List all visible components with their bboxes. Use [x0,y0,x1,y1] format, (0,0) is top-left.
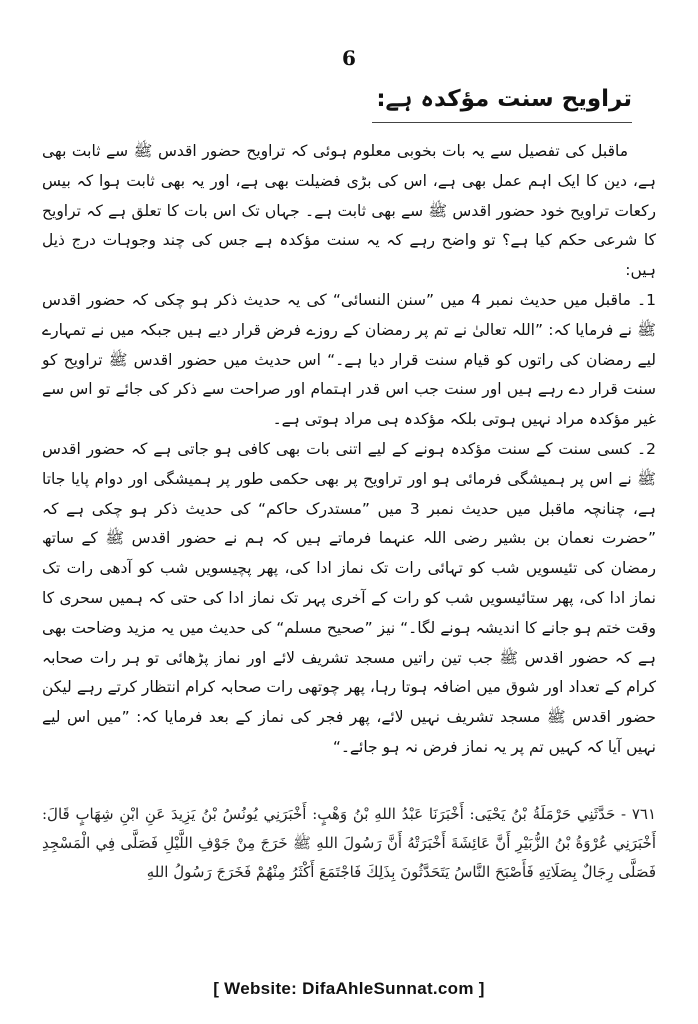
arabic-hadith-quote: ٧٦١ - حَدَّثَنِي حَرْمَلَةُ بْنُ يَحْيَى: أَخْبَرَنَا عَبْدُ اللهِ بْنُ وَهْبٍ: أَخْبَرَنِي يُونُسُ بْنُ يَزِيدَ عَنِ ابْنِ شِهَابٍ قَالَ: أَخْبَرَنِي عُرْوَةُ بْنُ الزُّبَيْرِ أَنَّ عَائِشَةَ أَخْبَرَتْهُ أَنَّ رَسُولَ اللهِ ﷺ خَرَجَ مِنْ جَوْفِ اللَّيْلِ فَصَلَّى فِي الْمَسْجِدِ فَصَلَّى رِجَالٌ بِصَلَاتِهِ فَأَصْبَحَ النَّاسُ يَتَحَدَّثُونَ بِذَلِكَ فَاجْتَمَعَ أَكْثَرُ مِنْهُمْ فَخَرَجَ رَسُولُ اللهِ [42,805,656,881]
website-footer: [ Website: DifaAhleSunnat.com ] [213,979,485,998]
body-text [42,137,656,763]
intro-paragraph: ماقبل کی تفصیل سے یہ بات بخوبی معلوم ہوئی کہ تراویح حضور اقدس ﷺ سے ثابت بھی ہے، دین کا ایک اہم عمل بھی ہے، اس کی بڑی فضیلت بھی ہے، اور یہ بھی ثابت ہوا کہ بیس رکعات تراویح خود حضور اقدس ﷺ سے بھی ثابت ہے۔ جہاں تک اس بات کا تعلق ہے کہ تراویح کا شرعی حکم کیا ہے؟ تو واضح رہے کہ یہ سنت مؤکدہ ہے جس کی چند وجوہات درج ذیل ہیں: [42,142,656,280]
page-number: 6 [342,46,356,70]
point-2-paragraph: 2۔ کسی سنت کے سنت مؤکدہ ہونے کے لیے اتنی بات بھی کافی ہو جاتی ہے کہ حضور اقدس ﷺ نے اس پر ہمیشگی فرمائی ہو اور تراویح پر بھی حکمی طور پر ہمیشگی اور دوام پایا جاتا ہے، چنانچہ ماقبل میں حدیث نمبر 3 میں ”مستدرک حاکم“ کی حدیث ذکر ہو چکی ہے کہ ”حضرت نعمان بن بشیر رضی اللہ عنہما فرماتے ہیں کہ ہم نے حضور اقدس ﷺ کے ساتھ رمضان کی تئیسویں شب کو تہائی رات تک نماز ادا کی، پھر پچیسویں شب کو آدھی رات تک نماز ادا کی، پھر ستائیسویں شب کو رات کے آخری پہر تک نماز ادا کی حتی کہ ہمیں سحری کا وقت ختم ہو جانے کا اندیشہ ہونے لگا۔“ نیز ”صحیح مسلم“ کی حدیث میں یہ مزید وضاحت بھی ہے کہ حضور اقدس ﷺ جب تین راتیں مسجد تشریف لائے اور نماز پڑھائی تو ہر رات صحابہ کرام کے تعداد اور شوق میں اضافہ ہوتا رہا، پھر چوتھی رات صحابہ کرام انتظار کرتے رہے لیکن حضور اقدس ﷺ مسجد تشریف نہیں لائے، پھر فجر کی نماز کے بعد فرمایا کہ: ”میں اس لیے نہیں آیا کہ کہیں تم پر یہ نماز فرض نہ ہو جائے۔“ [42,439,656,756]
point-1-paragraph: 1۔ ماقبل میں حدیث نمبر 4 میں ”سنن النسائی“ کی یہ حدیث ذکر ہو چکی کہ حضور اقدس ﷺ نے فرمایا کہ: ”اللہ تعالیٰ نے تم پر رمضان کے روزے فرض قرار دیے ہیں جبکہ میں نے تمہارے لیے رمضان کی راتوں کو قیام سنت قرار دیا ہے۔“ اس حدیث میں حضور اقدس ﷺ تراویح کو سنت قرار دے رہے ہیں اور سنت جب اس قدر اہتمام اور صراحت سے ذکر کی جائے تو اس سے غیر مؤکدہ مراد نہیں ہوتی بلکہ مؤکدہ ہی مراد ہوتی ہے۔ [42,290,656,429]
section-heading: تراویح سنت مؤکدہ ہے: [376,86,632,112]
heading-underline [372,122,632,123]
